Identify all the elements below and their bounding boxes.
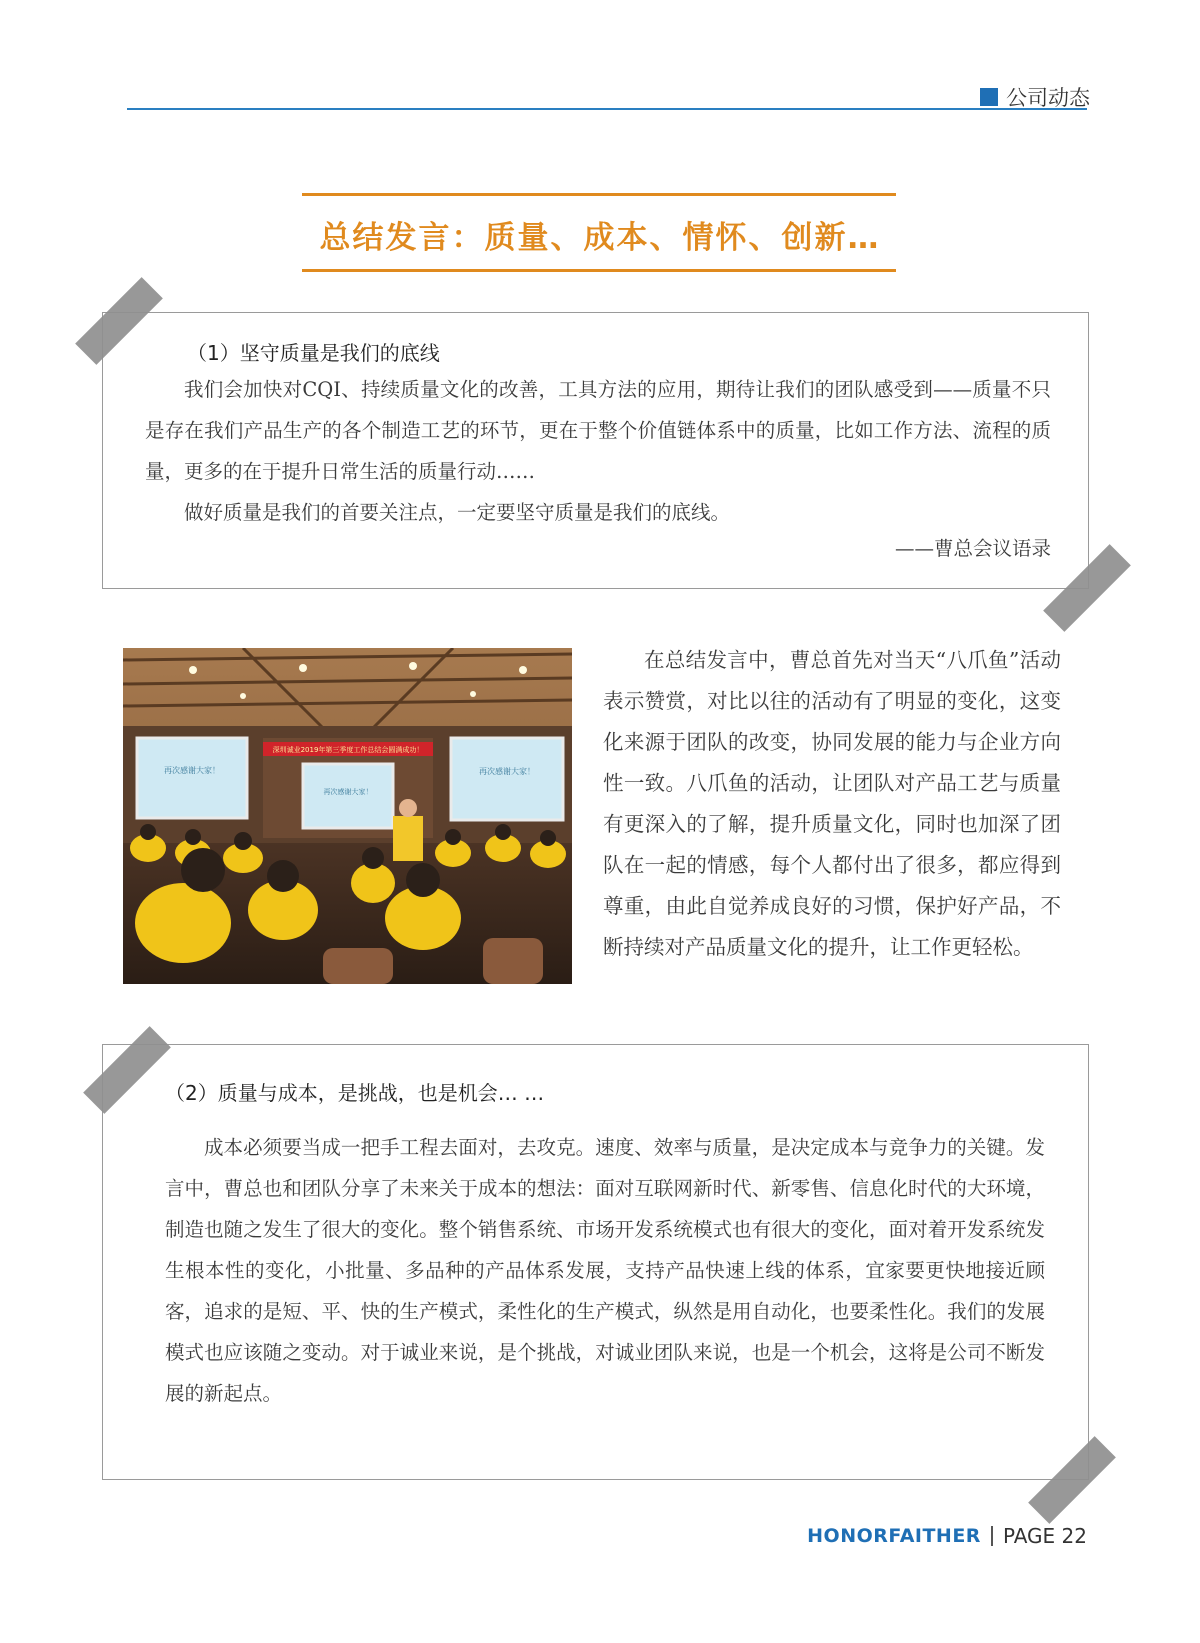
box1-paragraph: 做好质量是我们的首要关注点，一定要坚守质量是我们的底线。: [184, 501, 731, 524]
box2-body: [165, 1127, 1045, 1414]
quote-box-1: [102, 312, 1089, 589]
box2-paragraph: 成本必须要当成一把手工程去面对，去攻克。速度、效率与质量，是决定成本与竞争力的关键。发言中，曹总也和团队分享了未来关于成本的想法：面对互联网新时代、新零售、信息化时代的大环境，制造也随之发生了很大的变化。整个销售系统、市场开发系统模式也有很大的变化，面对着开发系统发生根本性的变化，小批量、多品种的产品体系发展，支持产品快速上线的体系，宜家要更快地接近顾客，追求的是短、平、快的生产模式，柔性化的生产模式，纵然是用自动化，也要柔性化。我们的发展模式也应该随之变动。对于诚业来说，是个挑战，对诚业团队来说，也是一个机会，这将是公司不断发展的新起点。: [165, 1136, 1045, 1405]
box1-heading: （1）坚守质量是我们的底线: [187, 341, 440, 365]
side-paragraph: 在总结发言中，曹总首先对当天“八爪鱼”活动表示赞赏，对比以往的活动有了明显的变化，这变化来源于团队的改变，协同发展的能力与企业方向性一致。八爪鱼的活动，让团队对产品工艺与质量有更深入的了解，提升质量文化，同时也加深了团队在一起的情感，每个人都付出了很多，都应得到尊重，由此自觉养成良好的习惯，保护好产品，不断持续对产品质量文化的提升，让工作更轻松。: [603, 648, 1061, 959]
page-footer: [807, 1524, 1087, 1548]
section-square-icon: [980, 88, 998, 106]
title-top-rule: [302, 193, 896, 196]
article-title: 总结发言：质量、成本、情怀、创新…: [319, 220, 881, 256]
side-text: [603, 640, 1061, 968]
box1-body: [145, 369, 1051, 561]
section-tag: [980, 82, 1090, 112]
screen-text: 再次感谢大家！: [164, 766, 220, 775]
screen-text: 再次感谢大家！: [479, 767, 535, 776]
box1-source: ——曹总会议语录: [894, 537, 1051, 560]
title-bottom-rule: [302, 269, 896, 272]
section-label: 公司动态: [1006, 86, 1090, 110]
footer-divider: [991, 1526, 993, 1546]
page-number: PAGE 22: [1002, 1524, 1087, 1548]
box2-heading: （2）质量与成本，是挑战，也是机会… …: [165, 1081, 545, 1105]
meeting-photo: [123, 648, 572, 984]
banner-text: 深圳诚业2019年第三季度工作总结会圆满成功！: [272, 746, 424, 754]
footer-brand: HONORFAITHER: [807, 1525, 981, 1547]
box1-paragraph: 我们会加快对CQI、持续质量文化的改善，工具方法的应用，期待让我们的团队感受到——质量不只是存在我们产品生产的各个制造工艺的环节，更在于整个价值链体系中的质量，比如工作方法、流程的质量，更多的在于提升日常生活的质量行动……: [145, 378, 1051, 483]
screen-text: 再次感谢大家！: [323, 788, 373, 796]
quote-box-2: [102, 1044, 1089, 1480]
header-rule: [127, 108, 1087, 110]
